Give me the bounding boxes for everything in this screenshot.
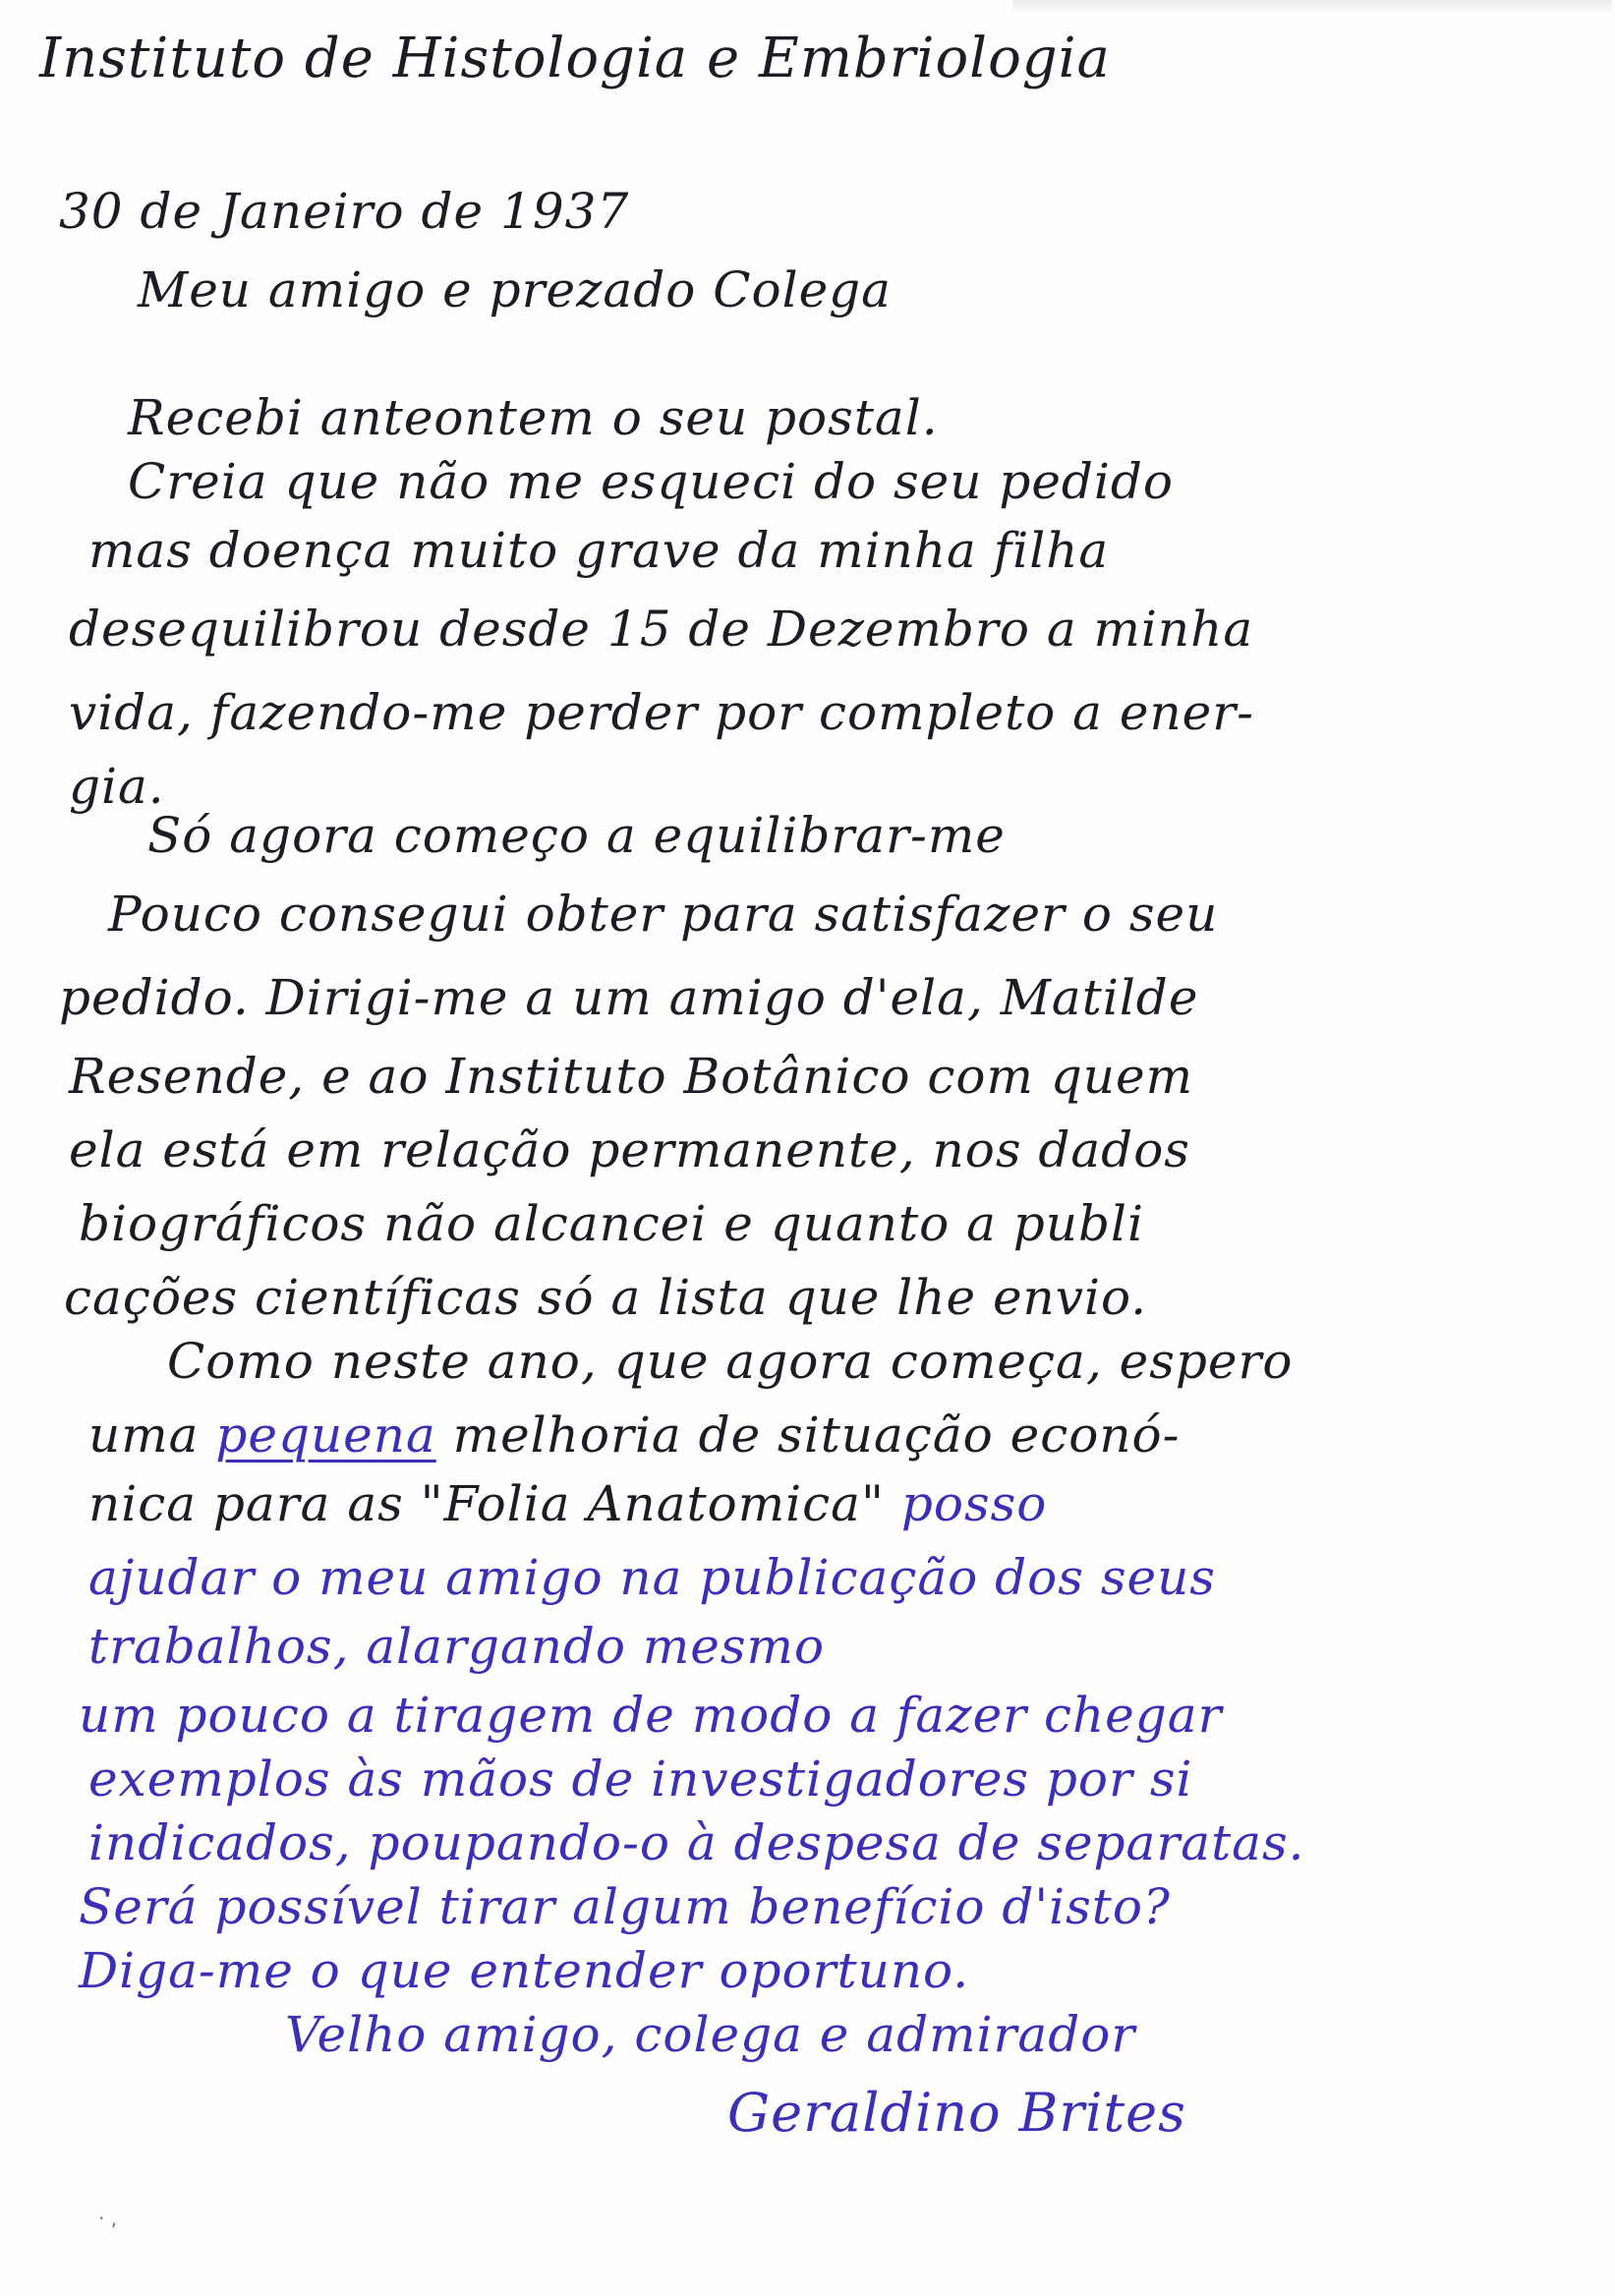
word-melhoria: melhoria de situação econó- <box>452 1406 1181 1464</box>
body-line: ela está em relação permanente, nos dados <box>69 1121 1190 1178</box>
body-line: cações científicas só a lista que lhe envio. <box>64 1269 1148 1326</box>
body-line: desequilibrou desde 15 de Dezembro a minha <box>69 601 1254 658</box>
body-line-blue: ajudar o meu amigo na publicação dos seus <box>88 1549 1216 1606</box>
body-line: Recebi anteontem o seu postal. <box>128 389 939 446</box>
letter-salutation: Meu amigo e prezado Colega <box>138 261 892 318</box>
body-line-blue: um pouco a tiragem de modo a fazer chegar <box>79 1687 1223 1744</box>
scan-edge-shadow <box>1012 0 1612 14</box>
letter-signature: Geraldino Brites <box>727 2082 1186 2144</box>
body-line: Só agora começo a equilibrar-me <box>147 807 1006 864</box>
body-line: Pouco consegui obter para satisfazer o seu <box>108 886 1219 943</box>
body-line-folia <box>88 1474 1047 1533</box>
body-line-blue: Será possível tirar algum benefício d'isto? <box>79 1878 1171 1935</box>
letter-closing: Velho amigo, colega e admirador <box>285 2006 1136 2063</box>
letter-header: Instituto de Histologia e Embriologia <box>39 27 1111 90</box>
body-line: Resende, e ao Instituto Botânico com quem <box>69 1048 1194 1105</box>
body-line-blue: indicados, poupando-o à despesa de separatas. <box>88 1814 1305 1871</box>
body-line-blue: Diga-me o que entender oportuno. <box>79 1942 970 1999</box>
body-line-blue: trabalhos, alargando mesmo <box>88 1618 826 1675</box>
folia-text: nica para as "Folia Anatomica" <box>88 1475 885 1532</box>
body-line: pedido. Dirigi-me a um amigo d'ela, Matilde <box>59 969 1199 1026</box>
body-line: Como neste ano, que agora começa, espero <box>167 1333 1294 1390</box>
stray-ink-mark: · , <box>98 2207 118 2230</box>
letter-date: 30 de Janeiro de 1937 <box>59 183 630 240</box>
body-line-pequena <box>88 1406 1181 1464</box>
body-line: mas doença muito grave da minha filha <box>88 522 1110 579</box>
body-line: vida, fazendo-me perder por completo a ener- <box>69 684 1255 741</box>
underlined-word-pequena: pequena <box>215 1406 436 1464</box>
body-line: Creia que não me esqueci do seu pedido <box>128 453 1175 510</box>
body-line-blue: exemplos às mãos de investigadores por si <box>88 1751 1193 1808</box>
word-posso: posso <box>900 1475 1048 1532</box>
body-line: gia. <box>69 758 165 815</box>
body-line: biográficos não alcancei e quanto a publi <box>79 1195 1144 1252</box>
word-uma: uma <box>88 1406 200 1464</box>
